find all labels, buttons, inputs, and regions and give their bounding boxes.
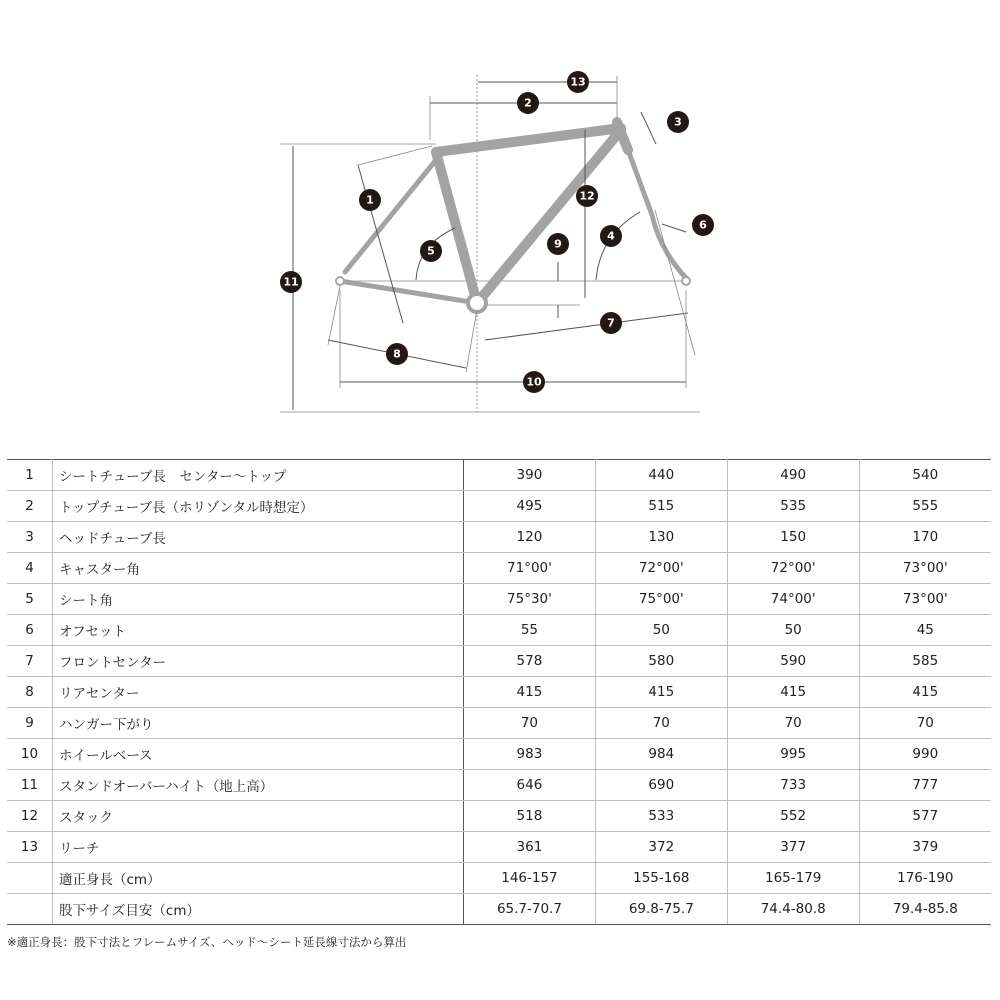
marker-2-label: 2 bbox=[524, 96, 532, 110]
top-tube bbox=[436, 128, 621, 152]
size-value: 79.4-85.8 bbox=[859, 894, 991, 925]
row-number bbox=[7, 894, 53, 925]
marker-6-label: 6 bbox=[699, 218, 707, 232]
marker-4 bbox=[600, 225, 622, 247]
size-value: 75°30' bbox=[464, 584, 596, 615]
marker-11-label: 11 bbox=[283, 275, 299, 289]
row-number: 13 bbox=[7, 832, 53, 863]
row-number: 9 bbox=[7, 708, 53, 739]
row-label: 適正身長（cm） bbox=[53, 863, 464, 894]
row-number: 4 bbox=[7, 553, 53, 584]
chain-stay bbox=[340, 281, 477, 303]
size-value: 415 bbox=[727, 677, 859, 708]
size-value: 990 bbox=[859, 739, 991, 770]
table-row bbox=[7, 801, 991, 832]
marker-3-label: 3 bbox=[674, 115, 682, 129]
table-row bbox=[7, 770, 991, 801]
row-label: ホイールベース bbox=[53, 739, 464, 770]
bottom-bracket bbox=[468, 294, 486, 312]
rear-axle bbox=[336, 277, 344, 285]
size-value: 69.8-75.7 bbox=[595, 894, 727, 925]
table-row bbox=[7, 646, 991, 677]
dimension-lines bbox=[293, 76, 695, 410]
marker-13 bbox=[567, 71, 589, 93]
size-value: 74.4-80.8 bbox=[727, 894, 859, 925]
size-value: 150 bbox=[727, 522, 859, 553]
marker-9 bbox=[547, 233, 569, 255]
size-value: 515 bbox=[595, 491, 727, 522]
size-value: 984 bbox=[595, 739, 727, 770]
size-value: 72°00' bbox=[595, 553, 727, 584]
table-row bbox=[7, 615, 991, 646]
table-row bbox=[7, 553, 991, 584]
size-value: 73°00' bbox=[859, 553, 991, 584]
size-value: 361 bbox=[464, 832, 596, 863]
size-value: 50 bbox=[727, 615, 859, 646]
marker-1 bbox=[359, 189, 381, 211]
row-label: フロントセンター bbox=[53, 646, 464, 677]
size-value: 415 bbox=[464, 677, 596, 708]
size-value: 176-190 bbox=[859, 863, 991, 894]
row-number: 2 bbox=[7, 491, 53, 522]
row-label: ハンガー下がり bbox=[53, 708, 464, 739]
table-row bbox=[7, 491, 991, 522]
marker-6 bbox=[692, 214, 714, 236]
size-value: 983 bbox=[464, 739, 596, 770]
size-value: 577 bbox=[859, 801, 991, 832]
marker-12-label: 12 bbox=[579, 189, 595, 203]
size-value: 580 bbox=[595, 646, 727, 677]
size-value: 45 bbox=[859, 615, 991, 646]
size-value: 585 bbox=[859, 646, 991, 677]
size-value: 646 bbox=[464, 770, 596, 801]
marker-8-label: 8 bbox=[393, 347, 401, 361]
geometry-table bbox=[7, 459, 991, 925]
marker-3 bbox=[667, 111, 689, 133]
size-value: 540 bbox=[859, 460, 991, 491]
table-row bbox=[7, 832, 991, 863]
size-value: 74°00' bbox=[727, 584, 859, 615]
marker-4-label: 4 bbox=[607, 229, 615, 243]
size-value: 155-168 bbox=[595, 863, 727, 894]
size-value: 170 bbox=[859, 522, 991, 553]
size-value: 65.7-70.7 bbox=[464, 894, 596, 925]
size-value: 372 bbox=[595, 832, 727, 863]
marker-1-label: 1 bbox=[366, 193, 374, 207]
size-value: 390 bbox=[464, 460, 596, 491]
row-label: スタンドオーバーハイト（地上高） bbox=[53, 770, 464, 801]
row-label: トップチューブ長（ホリゾンタル時想定） bbox=[53, 491, 464, 522]
table-row bbox=[7, 739, 991, 770]
size-value: 518 bbox=[464, 801, 596, 832]
size-value: 75°00' bbox=[595, 584, 727, 615]
size-value: 120 bbox=[464, 522, 596, 553]
size-value: 377 bbox=[727, 832, 859, 863]
size-value: 72°00' bbox=[727, 553, 859, 584]
table-row bbox=[7, 460, 991, 491]
marker-5 bbox=[420, 240, 442, 262]
size-value: 70 bbox=[859, 708, 991, 739]
size-value: 71°00' bbox=[464, 553, 596, 584]
table-row bbox=[7, 708, 991, 739]
size-value: 415 bbox=[859, 677, 991, 708]
table-row bbox=[7, 584, 991, 615]
marker-9-label: 9 bbox=[554, 237, 562, 251]
table-row bbox=[7, 677, 991, 708]
marker-10-label: 10 bbox=[526, 375, 542, 389]
size-value: 490 bbox=[727, 460, 859, 491]
size-value: 495 bbox=[464, 491, 596, 522]
row-label: オフセット bbox=[53, 615, 464, 646]
table-row bbox=[7, 522, 991, 553]
size-value: 165-179 bbox=[727, 863, 859, 894]
size-value: 73°00' bbox=[859, 584, 991, 615]
marker-5-label: 5 bbox=[427, 244, 435, 258]
size-value: 70 bbox=[464, 708, 596, 739]
seat-tube bbox=[436, 152, 477, 303]
marker-12 bbox=[576, 185, 598, 207]
row-label: リアセンター bbox=[53, 677, 464, 708]
row-number: 10 bbox=[7, 739, 53, 770]
marker-11 bbox=[280, 271, 302, 293]
size-value: 55 bbox=[464, 615, 596, 646]
row-number: 12 bbox=[7, 801, 53, 832]
row-label: スタック bbox=[53, 801, 464, 832]
row-label: ヘッドチューブ長 bbox=[53, 522, 464, 553]
marker-7-label: 7 bbox=[607, 316, 615, 330]
row-label: シートチューブ長 センター〜トップ bbox=[53, 460, 464, 491]
row-number: 5 bbox=[7, 584, 53, 615]
size-value: 733 bbox=[727, 770, 859, 801]
marker-8 bbox=[386, 343, 408, 365]
head-tube bbox=[617, 122, 628, 150]
size-value: 535 bbox=[727, 491, 859, 522]
size-value: 70 bbox=[727, 708, 859, 739]
table-row bbox=[7, 863, 991, 894]
row-label: キャスター角 bbox=[53, 553, 464, 584]
size-value: 578 bbox=[464, 646, 596, 677]
size-value: 690 bbox=[595, 770, 727, 801]
marker-2 bbox=[517, 92, 539, 114]
bicycle-frame bbox=[336, 122, 690, 312]
size-value: 70 bbox=[595, 708, 727, 739]
frame-geometry-diagram bbox=[0, 0, 1000, 440]
row-number: 11 bbox=[7, 770, 53, 801]
row-number: 6 bbox=[7, 615, 53, 646]
down-tube bbox=[477, 130, 621, 303]
size-value: 555 bbox=[859, 491, 991, 522]
footnote: ※適正身長：股下寸法とフレームサイズ、ヘッド〜シート延長線寸法から算出 bbox=[7, 935, 407, 949]
front-axle bbox=[682, 277, 690, 285]
size-value: 995 bbox=[727, 739, 859, 770]
row-number: 8 bbox=[7, 677, 53, 708]
size-value: 533 bbox=[595, 801, 727, 832]
marker-7 bbox=[600, 312, 622, 334]
size-value: 130 bbox=[595, 522, 727, 553]
size-value: 777 bbox=[859, 770, 991, 801]
row-number: 1 bbox=[7, 460, 53, 491]
size-value: 440 bbox=[595, 460, 727, 491]
size-value: 552 bbox=[727, 801, 859, 832]
marker-10 bbox=[523, 371, 545, 393]
row-number: 7 bbox=[7, 646, 53, 677]
size-value: 590 bbox=[727, 646, 859, 677]
size-value: 379 bbox=[859, 832, 991, 863]
table-row bbox=[7, 894, 991, 925]
row-label: シート角 bbox=[53, 584, 464, 615]
row-label: 股下サイズ目安（cm） bbox=[53, 894, 464, 925]
row-number bbox=[7, 863, 53, 894]
size-value: 146-157 bbox=[464, 863, 596, 894]
size-value: 415 bbox=[595, 677, 727, 708]
row-number: 3 bbox=[7, 522, 53, 553]
size-value: 50 bbox=[595, 615, 727, 646]
marker-13-label: 13 bbox=[570, 75, 586, 89]
row-label: リーチ bbox=[53, 832, 464, 863]
